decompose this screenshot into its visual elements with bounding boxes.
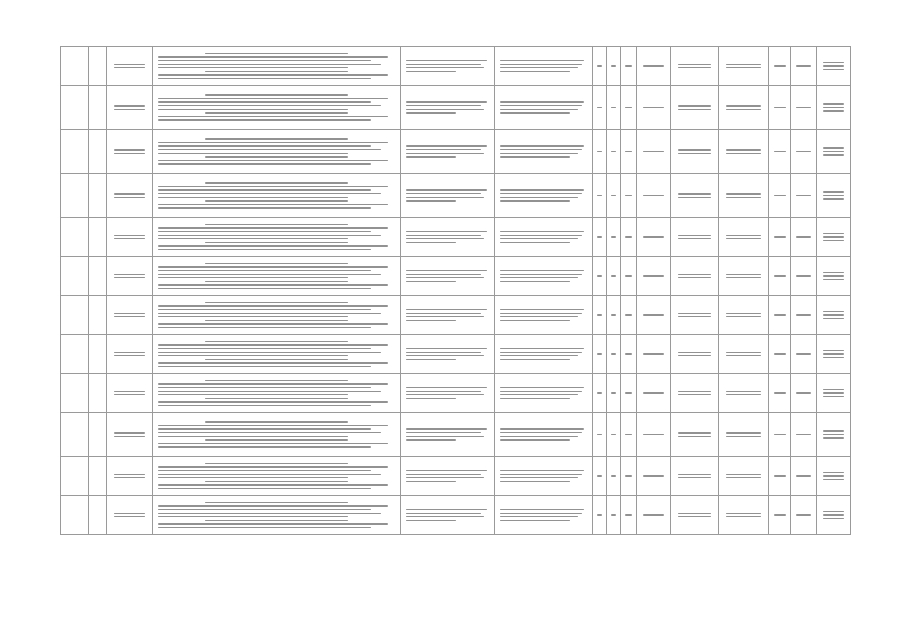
value-cell-2 — [607, 86, 621, 130]
value-cell-1 — [593, 257, 607, 296]
purpose-cell — [719, 86, 769, 130]
category-cell — [637, 335, 671, 374]
value-cell-2 — [607, 413, 621, 457]
count-cell — [769, 457, 791, 496]
location-cell — [401, 413, 495, 457]
purpose-cell — [719, 174, 769, 218]
value-cell-3 — [621, 174, 637, 218]
description-cell — [153, 47, 401, 86]
name-cell — [107, 130, 153, 174]
boundaries-cell — [495, 374, 593, 413]
table-row — [61, 496, 851, 535]
value-cell-2 — [607, 296, 621, 335]
purpose-cell — [719, 413, 769, 457]
owner-cell — [671, 457, 719, 496]
owner-cell — [671, 413, 719, 457]
location-cell — [401, 374, 495, 413]
source-cell — [817, 296, 851, 335]
table-row — [61, 218, 851, 257]
purpose-cell — [719, 47, 769, 86]
row-number — [61, 457, 89, 496]
location-cell — [401, 496, 495, 535]
table-row — [61, 174, 851, 218]
date-cell — [791, 257, 817, 296]
category-cell — [637, 413, 671, 457]
category-cell — [637, 130, 671, 174]
source-cell — [817, 218, 851, 257]
category-cell — [637, 374, 671, 413]
description-cell — [153, 296, 401, 335]
location-cell — [401, 174, 495, 218]
value-cell-2 — [607, 496, 621, 535]
row-number — [61, 335, 89, 374]
row-number — [61, 496, 89, 535]
owner-cell — [671, 86, 719, 130]
purpose-cell — [719, 296, 769, 335]
value-cell-3 — [621, 47, 637, 86]
table-row — [61, 257, 851, 296]
purpose-cell — [719, 335, 769, 374]
location-cell — [401, 47, 495, 86]
source-cell — [817, 457, 851, 496]
boundaries-cell — [495, 296, 593, 335]
value-cell-3 — [621, 374, 637, 413]
value-cell-2 — [607, 335, 621, 374]
owner-cell — [671, 174, 719, 218]
source-cell — [817, 86, 851, 130]
boundaries-cell — [495, 130, 593, 174]
boundaries-cell — [495, 496, 593, 535]
category-cell — [637, 47, 671, 86]
value-cell-3 — [621, 218, 637, 257]
value-cell-3 — [621, 296, 637, 335]
value-cell-2 — [607, 174, 621, 218]
category-cell — [637, 457, 671, 496]
owner-cell — [671, 257, 719, 296]
value-cell-3 — [621, 496, 637, 535]
description-cell — [153, 374, 401, 413]
name-cell — [107, 335, 153, 374]
description-cell — [153, 218, 401, 257]
date-cell — [791, 174, 817, 218]
source-cell — [817, 335, 851, 374]
boundaries-cell — [495, 218, 593, 257]
name-cell — [107, 374, 153, 413]
row-subnumber — [89, 496, 107, 535]
boundaries-cell — [495, 86, 593, 130]
value-cell-1 — [593, 457, 607, 496]
source-cell — [817, 257, 851, 296]
table-row — [61, 86, 851, 130]
description-cell — [153, 257, 401, 296]
value-cell-1 — [593, 335, 607, 374]
name-cell — [107, 257, 153, 296]
value-cell-1 — [593, 374, 607, 413]
location-cell — [401, 257, 495, 296]
row-number — [61, 257, 89, 296]
source-cell — [817, 130, 851, 174]
row-subnumber — [89, 335, 107, 374]
count-cell — [769, 218, 791, 257]
value-cell-3 — [621, 413, 637, 457]
boundaries-cell — [495, 413, 593, 457]
row-subnumber — [89, 457, 107, 496]
row-subnumber — [89, 174, 107, 218]
value-cell-1 — [593, 296, 607, 335]
location-cell — [401, 296, 495, 335]
name-cell — [107, 457, 153, 496]
table-row — [61, 413, 851, 457]
name-cell — [107, 413, 153, 457]
row-subnumber — [89, 296, 107, 335]
register-rows — [61, 47, 851, 535]
row-number — [61, 174, 89, 218]
source-cell — [817, 47, 851, 86]
value-cell-2 — [607, 457, 621, 496]
purpose-cell — [719, 374, 769, 413]
table-row — [61, 296, 851, 335]
value-cell-1 — [593, 413, 607, 457]
row-subnumber — [89, 130, 107, 174]
category-cell — [637, 86, 671, 130]
description-cell — [153, 174, 401, 218]
row-subnumber — [89, 413, 107, 457]
value-cell-3 — [621, 86, 637, 130]
table-row — [61, 457, 851, 496]
date-cell — [791, 47, 817, 86]
value-cell-2 — [607, 218, 621, 257]
row-number — [61, 130, 89, 174]
source-cell — [817, 374, 851, 413]
value-cell-2 — [607, 257, 621, 296]
source-cell — [817, 496, 851, 535]
value-cell-2 — [607, 374, 621, 413]
row-number — [61, 86, 89, 130]
row-number — [61, 374, 89, 413]
purpose-cell — [719, 218, 769, 257]
value-cell-3 — [621, 335, 637, 374]
table-row — [61, 130, 851, 174]
date-cell — [791, 130, 817, 174]
value-cell-1 — [593, 130, 607, 174]
date-cell — [791, 335, 817, 374]
row-subnumber — [89, 257, 107, 296]
purpose-cell — [719, 496, 769, 535]
owner-cell — [671, 496, 719, 535]
date-cell — [791, 374, 817, 413]
count-cell — [769, 130, 791, 174]
table-row — [61, 47, 851, 86]
owner-cell — [671, 374, 719, 413]
owner-cell — [671, 335, 719, 374]
boundaries-cell — [495, 174, 593, 218]
boundaries-cell — [495, 457, 593, 496]
description-cell — [153, 335, 401, 374]
row-number — [61, 218, 89, 257]
name-cell — [107, 174, 153, 218]
description-cell — [153, 130, 401, 174]
purpose-cell — [719, 257, 769, 296]
count-cell — [769, 296, 791, 335]
count-cell — [769, 174, 791, 218]
count-cell — [769, 86, 791, 130]
date-cell — [791, 218, 817, 257]
description-cell — [153, 457, 401, 496]
owner-cell — [671, 47, 719, 86]
value-cell-3 — [621, 257, 637, 296]
boundaries-cell — [495, 335, 593, 374]
source-cell — [817, 413, 851, 457]
boundaries-cell — [495, 47, 593, 86]
count-cell — [769, 496, 791, 535]
name-cell — [107, 296, 153, 335]
category-cell — [637, 174, 671, 218]
purpose-cell — [719, 130, 769, 174]
value-cell-1 — [593, 174, 607, 218]
purpose-cell — [719, 457, 769, 496]
row-number — [61, 413, 89, 457]
date-cell — [791, 296, 817, 335]
owner-cell — [671, 296, 719, 335]
value-cell-2 — [607, 47, 621, 86]
owner-cell — [671, 130, 719, 174]
table-row — [61, 374, 851, 413]
category-cell — [637, 218, 671, 257]
value-cell-1 — [593, 86, 607, 130]
register-sheet — [60, 46, 850, 582]
location-cell — [401, 335, 495, 374]
value-cell-3 — [621, 457, 637, 496]
name-cell — [107, 47, 153, 86]
row-number — [61, 296, 89, 335]
row-subnumber — [89, 86, 107, 130]
value-cell-3 — [621, 130, 637, 174]
name-cell — [107, 218, 153, 257]
date-cell — [791, 457, 817, 496]
value-cell-1 — [593, 496, 607, 535]
count-cell — [769, 374, 791, 413]
register-table — [60, 46, 851, 535]
description-cell — [153, 413, 401, 457]
source-cell — [817, 174, 851, 218]
location-cell — [401, 218, 495, 257]
category-cell — [637, 257, 671, 296]
category-cell — [637, 296, 671, 335]
name-cell — [107, 86, 153, 130]
description-cell — [153, 86, 401, 130]
boundaries-cell — [495, 257, 593, 296]
count-cell — [769, 257, 791, 296]
count-cell — [769, 413, 791, 457]
count-cell — [769, 335, 791, 374]
row-subnumber — [89, 47, 107, 86]
date-cell — [791, 496, 817, 535]
row-subnumber — [89, 218, 107, 257]
value-cell-1 — [593, 218, 607, 257]
value-cell-2 — [607, 130, 621, 174]
date-cell — [791, 413, 817, 457]
location-cell — [401, 457, 495, 496]
description-cell — [153, 496, 401, 535]
value-cell-1 — [593, 47, 607, 86]
location-cell — [401, 130, 495, 174]
row-number — [61, 47, 89, 86]
location-cell — [401, 86, 495, 130]
row-subnumber — [89, 374, 107, 413]
date-cell — [791, 86, 817, 130]
owner-cell — [671, 218, 719, 257]
count-cell — [769, 47, 791, 86]
category-cell — [637, 496, 671, 535]
table-row — [61, 335, 851, 374]
name-cell — [107, 496, 153, 535]
